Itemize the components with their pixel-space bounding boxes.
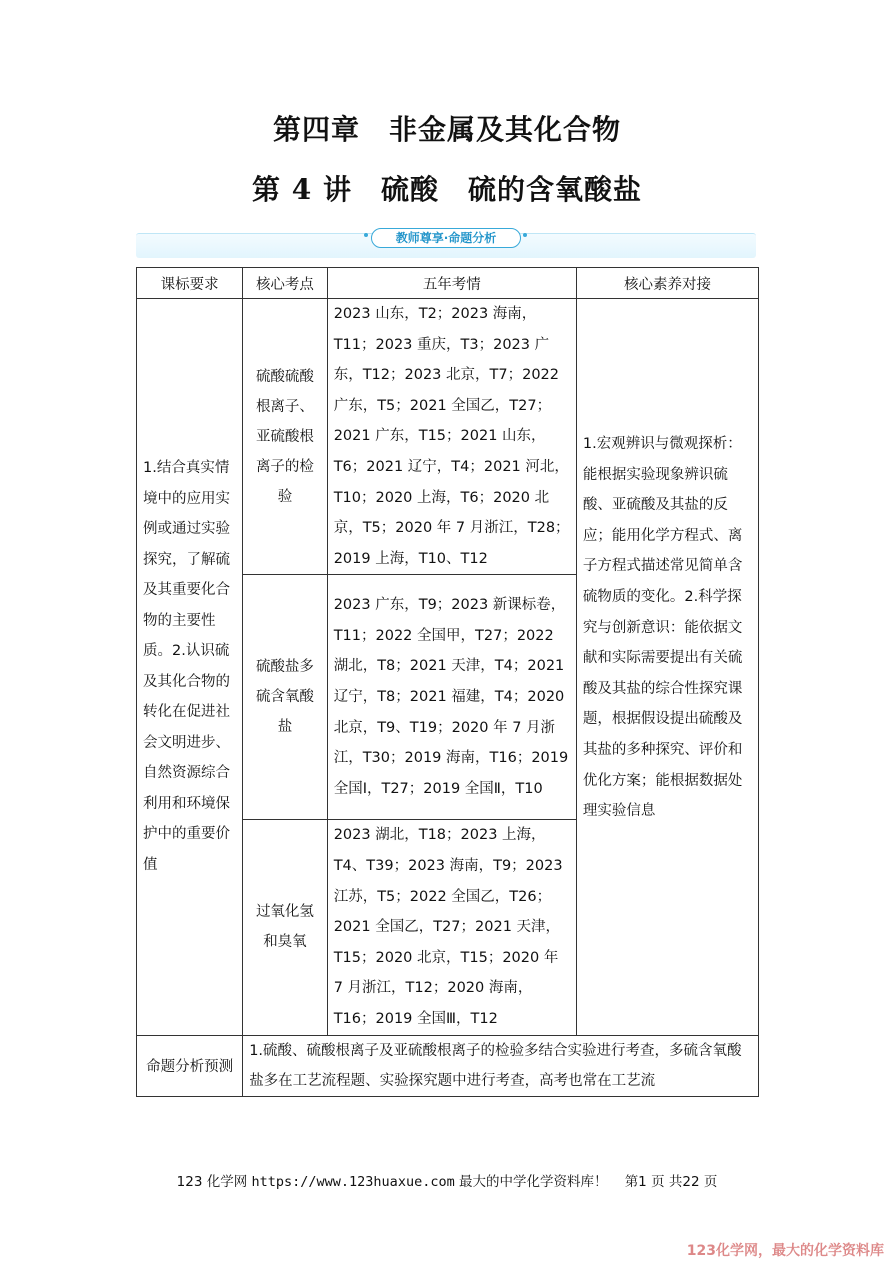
exam-history-1: 2023 山东，T2；2023 海南，T11；2023 重庆，T3；2023 广东，T12；2023 北京，T7；2022 广东，T5；2021 全国乙，T27；2021 广东，T15；2021 山东，T6；2021 辽宁，T4；2021 河北，T10；2020 上海，T6；2020 北京，T5；2020 年 7 月浙江，T28；2019 上海，T10、T12 xyxy=(327,299,576,575)
core-point-1: 硫酸硫酸根离子、亚硫酸根离子的检验 xyxy=(243,299,328,575)
teacher-banner xyxy=(136,233,756,258)
exam-history-3: 2023 湖北，T18；2023 上海，T4、T39；2023 海南，T9；2023 江苏，T5；2022 全国乙，T26；2021 全国乙，T27；2021 天津，T15；2020 北京，T15；2020 年 7 月浙江，T12；2020 海南，T16；2019 全国Ⅲ，T12 xyxy=(327,820,576,1035)
core-point-3: 过氧化氢和臭氧 xyxy=(243,820,328,1035)
footer-page-number: 第1 页 共22 页 xyxy=(624,1174,718,1190)
core-point-2: 硫酸盐多硫含氧酸盐 xyxy=(243,575,328,820)
header-exam: 五年考情 xyxy=(327,268,576,299)
analysis-table xyxy=(136,267,759,1097)
header-requirements: 课标要求 xyxy=(137,268,243,299)
table-row xyxy=(137,299,759,575)
prediction-text: 1.硫酸、硫酸根离子及亚硫酸根离子的检验多结合实验进行考查，多硫含氧酸盐多在工艺流程题、实验探究题中进行考查，高考也常在工艺流 xyxy=(243,1035,759,1096)
table-header-row xyxy=(137,268,759,299)
header-core: 核心考点 xyxy=(243,268,328,299)
exam-history-2: 2023 广东，T9；2023 新课标卷，T11；2022 全国甲，T27；2022 湖北，T8；2021 天津，T4；2021 辽宁，T8；2021 福建，T4；2020 北京，T9、T19；2020 年 7 月浙江，T30；2019 海南，T16；2019 全国Ⅰ，T27；2019 全国Ⅱ，T10 xyxy=(327,575,576,820)
footer-slogan: 最大的中学化学资料库！ xyxy=(459,1174,608,1190)
header-literacy: 核心素养对接 xyxy=(576,268,758,299)
watermark: 123化学网，最大的化学资料库 xyxy=(686,1243,884,1259)
page-footer xyxy=(0,1170,894,1190)
chapter-title: 第四章 非金属及其化合物 xyxy=(272,113,621,146)
lesson-title: 第 4 讲 硫酸 硫的含氧酸盐 xyxy=(252,173,642,206)
banner-label: 教师尊享·命题分析 xyxy=(371,228,521,248)
banner-dot-left xyxy=(364,233,368,237)
footer-url[interactable]: https://www.123huaxue.com xyxy=(251,1174,455,1190)
footer-site: 123 化学网 xyxy=(176,1174,248,1190)
prediction-row xyxy=(137,1035,759,1096)
banner-dot-right xyxy=(523,233,527,237)
prediction-header: 命题分析预测 xyxy=(137,1035,243,1096)
literacy-cell: 1.宏观辨识与微观探析：能根据实验现象辨识硫酸、亚硫酸及其盐的反应；能用化学方程式、离子方程式描述常见简单含硫物质的变化。2.科学探究与创新意识：能依据文献和实际需要提出有关硫酸及其盐的综合性探究课题，根据假设提出硫酸及其盐的多种探究、评价和优化方案；能根据数据处理实验信息 xyxy=(576,299,758,1036)
requirements-cell: 1.结合真实情境中的应用实例或通过实验探究，了解硫及其重要化合物的主要性质。2.认识硫及其化合物的转化在促进社会文明进步、自然资源综合利用和环境保护中的重要价值 xyxy=(137,299,243,1036)
